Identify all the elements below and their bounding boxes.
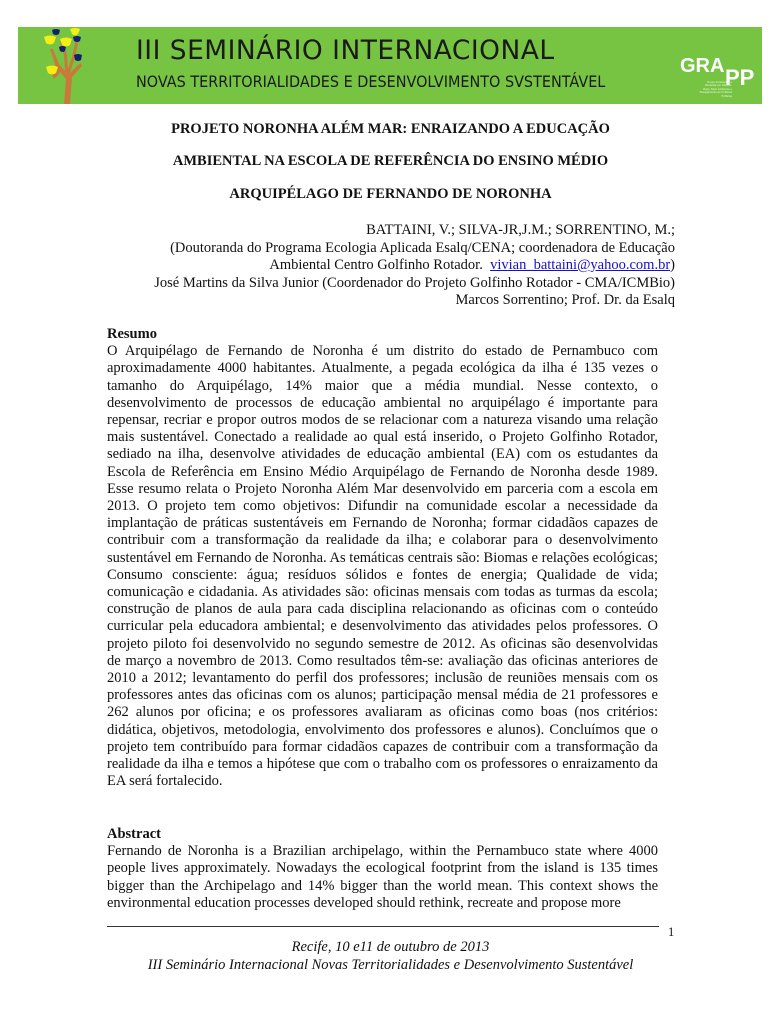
footer-conference-name: III Seminário Internacional Novas Territorialidades e Desenvolvimento Sustentável	[147, 957, 634, 973]
affiliation-close: )	[670, 257, 675, 273]
conference-banner	[18, 27, 762, 104]
footer-divider	[107, 926, 659, 927]
author-affiliation-3: José Martins da Silva Junior (Coordenador do Projeto Golfinho Rotador - CMA/ICMBio)	[154, 274, 675, 291]
paper-title-line-2: AMBIENTAL NA ESCOLA DE REFERÊNCIA DO ENSINO MÉDIO	[172, 153, 609, 169]
email-link[interactable]: vivian_battaini@yahoo.com.br	[490, 257, 671, 273]
abstract-heading: Abstract	[107, 826, 161, 842]
paper-title-line-3: ARQUIPÉLAGO DE FERNANDO DE NORONHA	[229, 186, 552, 202]
resumo-heading: Resumo	[107, 326, 157, 342]
abstract-text: Fernando de Noronha is a Brazilian archipelago, within the Pernambuco state where 4000 people lives approximately. Nowadays the ecological footprint from the island is 135 times bigger than the Archipelago and 14% bigger than the world mean. This context shows the environmental education processes developed should rethink, recreate and propose more	[107, 843, 658, 911]
footer-date-location: Recife, 10 e11 de outubro de 2013	[291, 939, 490, 955]
resumo-section	[107, 326, 658, 790]
grapp-logo-suffix: PP	[725, 65, 755, 90]
paper-title-line-1: PROJETO NORONHA ALÉM MAR: ENRAIZANDO A EDUCAÇÃO	[171, 121, 610, 137]
author-list: BATTAINI, V.; SILVA-JR,J.M.; SORRENTINO, M.;	[366, 222, 675, 238]
grapp-logo	[678, 55, 758, 101]
page-number: 1	[668, 925, 675, 939]
resumo-text: O Arquipélago de Fernando de Noronha é um distrito do estado de Pernambuco com aproximadamente 4000 habitantes. Atualmente, a pegada ecológica da ilha é 135 vezes o tamanho do Arquipélago, 14% maior que a média mundial. Nesse contexto, o desenvolvimento de processos de educação ambiental no arquipélago é importante para repensar, recriar e propor outros modos de se relacionar com a natureza visando uma relação mais sustentável. Conectado a realidade ao qual está inserido, o Projeto Golfinho Rotador, sediado na ilha, desenvolve atividades de educação ambiental (EA) com os estudantes da Escola de Referência em Ensino Médio Arquipélago de Fernando de Noronha desde 1989. Esse resumo relata o Projeto Noronha Além Mar desenvolvido em parceria com a escola em 2013. O projeto tem como objetivos: Difundir na comunidade escolar a necessidade da implantação de práticas sustentáveis em Fernando de Noronha; formar cidadãos capazes de contribuir com a transformação da realidade da ilha; e colaborar para o desenvolvimento sustentável em Fernando de Noronha. As temáticas centrais são: Biomas e relações ecológicas; Consumo consciente: água; resíduos sólidos e fontes de energia; Qualidade de vida; comunicação e cidadania. As atividades são: oficinas mensais com todas as turmas da escola; construção de planos de aula para cada disciplina relacionando as oficinas com o conteúdo curricular pela educadora ambiental; e desenvolvimento das atividades pelos professores. O projeto piloto foi desenvolvido no segundo semestre de 2012. As oficinas são desenvolvidas de março a novembro de 2013. Como resultados têm-se: avaliação das oficinas anteriores de 2010 a 2012; levantamento do perfil dos professores; inclusão de reuniões mensais com os professores antes das oficinas com os alunos; participação mensal média de 21 professores e 262 alunos por oficina; e os professores avaliaram as oficinas como boas (nos critérios: didática, objetivos, metodologia, envolvimento dos professores e alunos). Concluímos que o projeto tem contribuído para formar cidadãos capazes de contribuir com a transformação da realidade da ilha e temos a hipótese que com o trabalho com os professores o enraizamento da EA será fortalecido.	[107, 343, 658, 790]
abstract-section	[107, 826, 658, 912]
tree-icon	[30, 27, 110, 104]
grapp-logo-main: GRA	[680, 55, 725, 77]
author-affiliation-4: Marcos Sorrentino; Prof. Dr. da Esalq	[455, 292, 675, 308]
author-affiliation-1: (Doutoranda do Programa Ecologia Aplicada Esalq/CENA; coordenadora de Educação	[170, 239, 675, 256]
grapp-logo-tagline: Grupo de Estudos e Pesquisa em Gênero, Raça, Meio Ambiente e Planejamento de Políticas Públicas	[699, 80, 732, 98]
author-block	[107, 222, 675, 310]
affiliation-text: Ambiental Centro Golfinho Rotador.	[269, 257, 491, 273]
author-affiliation-2	[107, 257, 675, 275]
banner-subtitle: NOVAS TERRITORIALIDADES E DESENVOLVIMENTO SVSTENTÁVEL	[136, 72, 606, 91]
banner-title: III SEMINÁRIO INTERNACIONAL	[136, 35, 555, 66]
